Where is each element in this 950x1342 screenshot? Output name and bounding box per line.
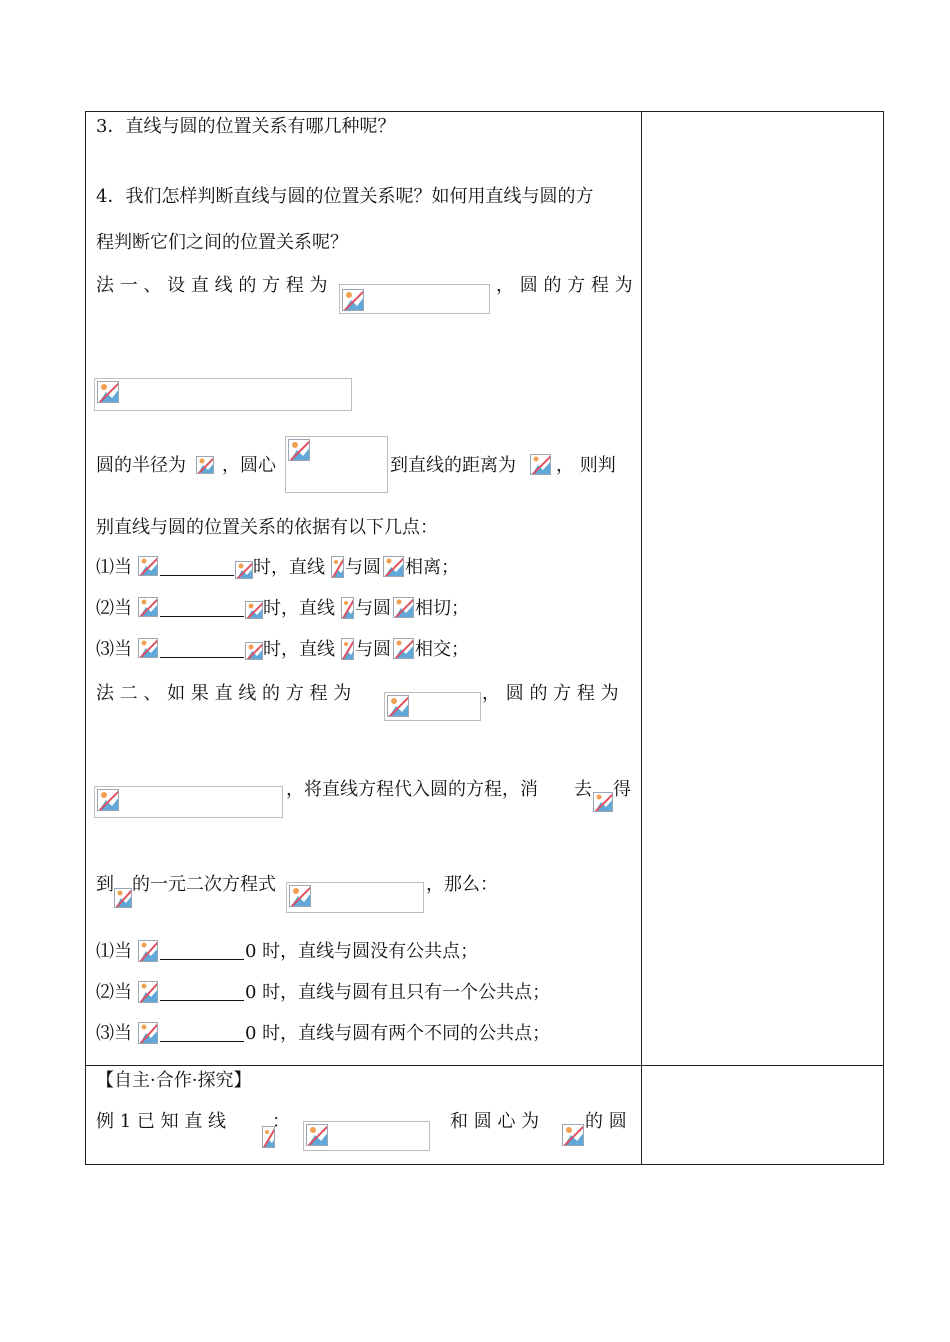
broken-image-icon — [331, 556, 344, 578]
broken-image-icon — [341, 638, 354, 660]
case-result: 相切； — [415, 598, 469, 619]
method2-intro: 法 二 、 如 果 直 线 的 方 程 为 — [96, 683, 352, 704]
substitute-text: ，将直线方程代入圆的方程，消 — [286, 779, 538, 800]
broken-image-icon — [245, 642, 263, 660]
answer-blank — [160, 1000, 244, 1001]
broken-image-icon — [383, 556, 404, 577]
example1-colon: ： — [272, 1111, 290, 1132]
broken-image-icon — [138, 597, 158, 617]
broken-image-icon — [342, 289, 364, 311]
broken-image-icon — [235, 561, 253, 579]
broken-image-icon — [306, 1124, 328, 1146]
broken-image-icon — [114, 888, 132, 908]
quadratic-image — [286, 882, 424, 913]
broken-image-icon — [138, 1022, 158, 1044]
broken-image-icon — [562, 1124, 584, 1146]
method2-circle-eq: ， 圆 的 方 程 为 — [482, 683, 619, 704]
broken-image-icon — [97, 789, 119, 811]
de-char: 得 — [613, 779, 631, 800]
table-bottom-border — [85, 1164, 884, 1165]
distance-label: 到直线的距离为 — [390, 455, 516, 476]
case-number: ⑶当 — [96, 639, 132, 660]
broken-image-icon — [393, 597, 414, 618]
criteria-text: 别直线与圆的位置关系的依据有以下几点： — [96, 517, 438, 538]
case-number: ⑴当 — [96, 557, 132, 578]
quadratic-text: 的一元二次方程式 — [132, 874, 276, 895]
example1-tail: 的 圆 — [585, 1111, 627, 1132]
question-4-line2: 程判断它们之间的位置关系呢？ — [96, 232, 348, 253]
broken-image-icon — [593, 792, 613, 812]
broken-image-icon — [387, 695, 409, 717]
case-with: 与圆 — [355, 598, 391, 619]
broken-image-icon — [393, 638, 414, 659]
answer-blank — [160, 575, 234, 576]
case-number: ⑵当 — [96, 982, 132, 1003]
case-result: 相交； — [415, 639, 469, 660]
qu-char: 去 — [574, 779, 592, 800]
center-image — [285, 436, 388, 493]
line-equation-image — [384, 692, 481, 721]
broken-image-icon — [288, 439, 310, 461]
example1-center: 和 圆 心 为 — [450, 1111, 540, 1132]
case-number: ⑵当 — [96, 598, 132, 619]
broken-image-icon — [341, 597, 354, 619]
case-with: 与圆 — [345, 557, 381, 578]
question-3: 3．直线与圆的位置关系有哪几种呢？ — [96, 116, 396, 137]
case-with: 与圆 — [355, 639, 391, 660]
circle-equation-image — [94, 786, 283, 818]
table-row-divider — [85, 1065, 884, 1066]
broken-image-icon — [138, 981, 158, 1003]
table-left-border — [85, 111, 86, 1165]
case-number: ⑴当 — [96, 941, 132, 962]
case-when: 时，直线 — [253, 557, 325, 578]
case-when: 时，直线 — [263, 598, 335, 619]
table-top-border — [85, 111, 884, 112]
broken-image-icon — [138, 556, 158, 576]
answer-blank — [160, 1041, 244, 1042]
method1-intro: 法 一 、 设 直 线 的 方 程 为 — [96, 275, 328, 296]
line-equation-image — [339, 284, 490, 314]
center-label: ，圆心 — [222, 455, 276, 476]
broken-image-icon — [97, 381, 119, 403]
answer-blank — [160, 616, 244, 617]
broken-image-icon — [138, 940, 158, 962]
case-text: 0 时，直线与圆没有公共点； — [245, 941, 479, 962]
table-column-divider — [641, 111, 642, 1165]
example1-line-image — [303, 1121, 430, 1151]
case-number: ⑶当 — [96, 1023, 132, 1044]
dao-char: 到 — [96, 874, 114, 895]
broken-image-icon — [245, 601, 263, 619]
broken-image-icon — [196, 456, 214, 474]
answer-blank — [160, 657, 244, 658]
answer-blank — [160, 959, 244, 960]
broken-image-icon — [289, 885, 311, 907]
broken-image-icon — [530, 454, 551, 475]
then-text: ，那么： — [426, 874, 498, 895]
case-when: 时，直线 — [263, 639, 335, 660]
circle-equation-image — [94, 378, 352, 411]
section-title: 【自主·合作·探究】 — [96, 1070, 252, 1091]
case-result: 相离； — [405, 557, 459, 578]
question-4-line1: 4．我们怎样判断直线与圆的位置关系呢？如何用直线与圆的方 — [96, 186, 594, 207]
case-text: 0 时，直线与圆有且只有一个公共点； — [245, 982, 551, 1003]
example1-intro: 例 1 已 知 直 线 — [96, 1111, 227, 1132]
method1-circle-eq: ， 圆 的 方 程 为 — [496, 275, 633, 296]
case-text: 0 时，直线与圆有两个不同的公共点； — [245, 1023, 551, 1044]
radius-label: 圆的半径为 — [96, 455, 186, 476]
then-judge: ， 则判 — [556, 455, 616, 476]
table-right-border — [883, 111, 884, 1165]
broken-image-icon — [138, 638, 158, 658]
